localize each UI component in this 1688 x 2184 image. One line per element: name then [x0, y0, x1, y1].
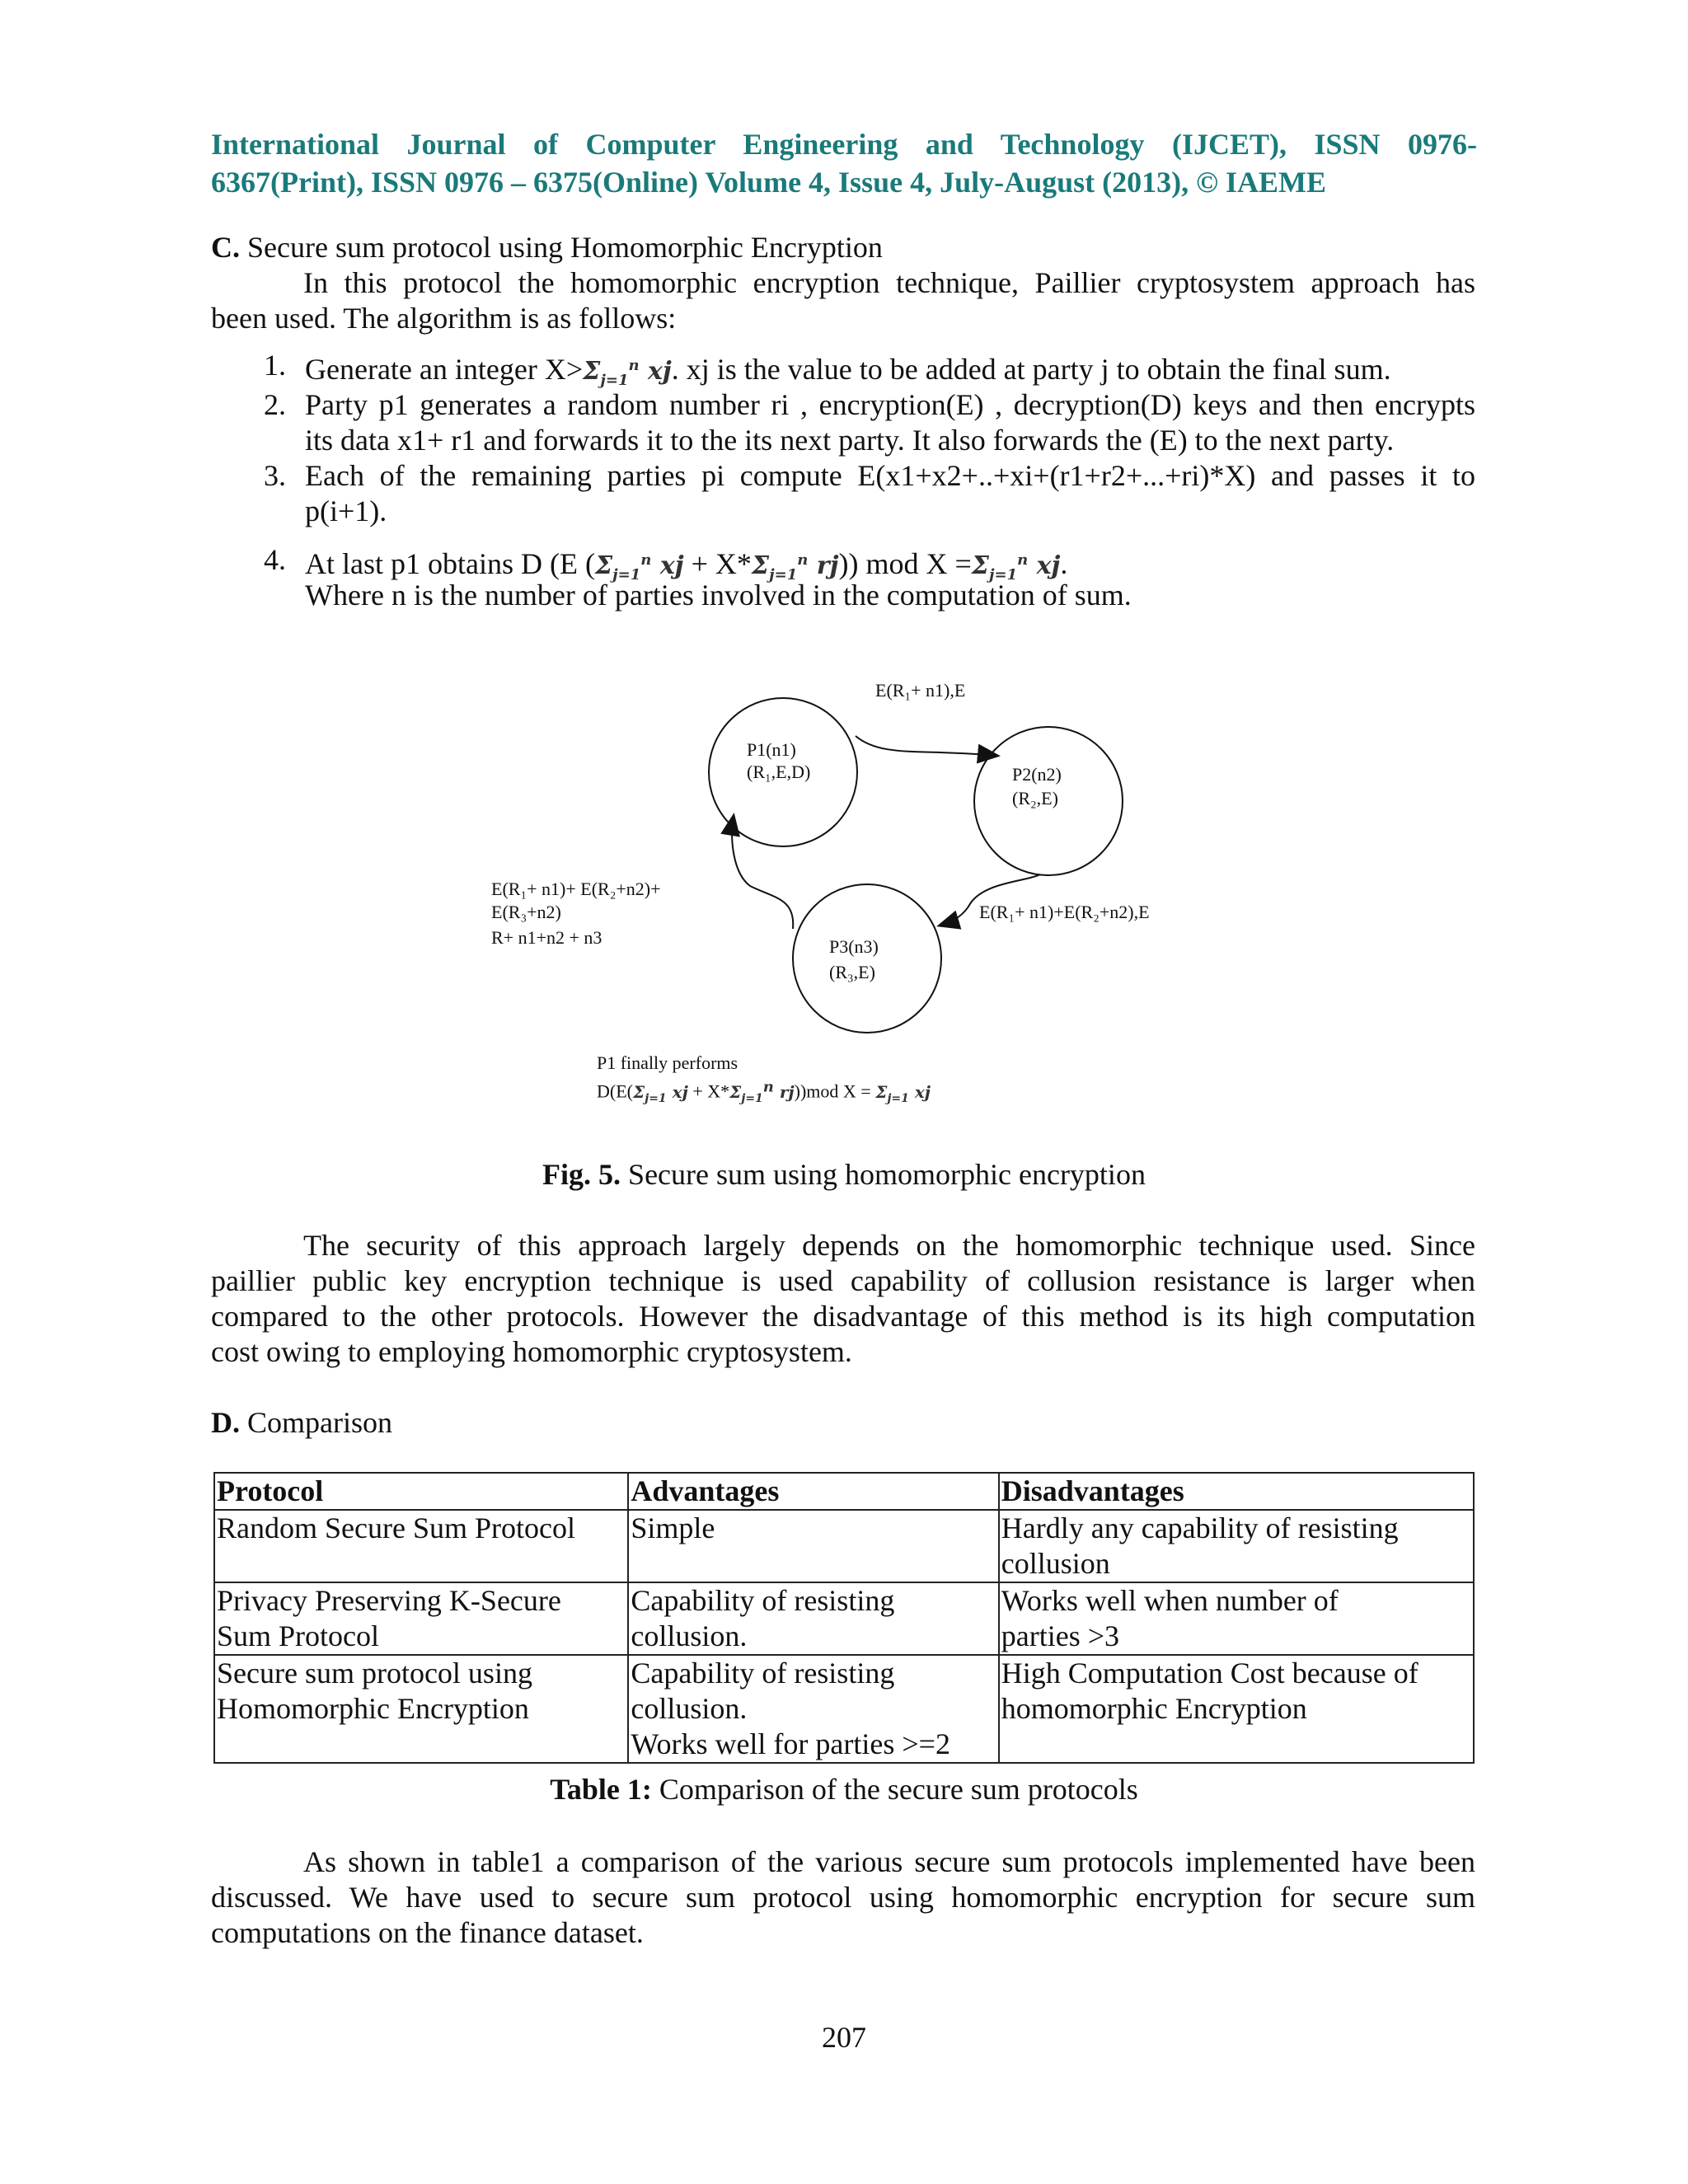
final-para-line2: discussed. We have used to secure sum protocol using homomorphic encryption for secure sum [211, 1881, 1475, 1914]
sum-formula-rj: $\Sigma_{j=1}^n$ rj [751, 551, 839, 583]
security-para-line3: compared to the other protocols. However the disadvantage of this method is its high computation [211, 1300, 1475, 1333]
step-3-number: 3. [264, 459, 286, 492]
node-p3-label-line2: (R₃,E) [829, 962, 875, 982]
arrow-p1-to-p2 [856, 736, 997, 756]
node-p1-label-line2: (R₁,E,D) [747, 762, 811, 782]
table-caption [0, 1772, 1688, 1807]
security-para-line2: paillier public key encryption technique is used capability of collusion resistance is larger when [211, 1264, 1475, 1297]
table-row [214, 1510, 1474, 1582]
table-cell-advantages: Capability of resisting collusion. Works well for parties >=2 [628, 1655, 998, 1763]
figure-caption [0, 1157, 1688, 1193]
sum-formula-rj: $\Sigma_{j=1}^n$ rj [729, 1078, 795, 1105]
step-2-line2: its data x1+ r1 and forwards it to the its next party. It also forwards the (E) to the next party. [305, 424, 1395, 457]
section-d-title: Comparison [247, 1406, 392, 1439]
table-cell-advantages: Capability of resisting collusion. [628, 1582, 998, 1655]
step-1-number: 1. [264, 349, 286, 382]
node-p2-label-line1: P2(n2) [1012, 764, 1062, 785]
step-4-number: 4. [264, 543, 286, 576]
table-cell-advantages: Simple [628, 1510, 998, 1582]
table-caption-label: Table 1: [550, 1773, 652, 1806]
page-number: 207 [822, 2021, 866, 2054]
journal-header-line1: International Journal of Computer Engineering and Technology (IJCET), ISSN 0976- [211, 128, 1477, 161]
table-cell-disadvantages: Hardly any capability of resisting collusion [999, 1510, 1474, 1582]
figure-caption-label: Fig. 5. [542, 1158, 621, 1191]
step-1-post: . xj is the value to be added at party j to obtain the final sum. [671, 353, 1391, 386]
step-4-where: Where n is the number of parties involved in the computation of sum. [305, 579, 1132, 612]
node-p3-label-line1: P3(n3) [829, 936, 879, 957]
figure-caption-text: Secure sum using homomorphic encryption [628, 1158, 1146, 1191]
table-caption-text: Comparison of the secure sum protocols [659, 1773, 1138, 1806]
journal-header-line2: 6367(Print), ISSN 0976 – 6375(Online) Volume 4, Issue 4, July-August (2013), © IAEME [211, 166, 1327, 199]
table-header-protocol: Protocol [214, 1473, 628, 1510]
step-2-line1: Party p1 generates a random number ri , encryption(E) , decryption(D) keys and then encrypts [305, 388, 1475, 421]
section-d-heading [211, 1405, 392, 1441]
step-3-line1: Each of the remaining parties pi compute E(x1+x2+..+xi+(r1+r2+...+ri)*X) and passes it to [305, 459, 1475, 492]
sum-formula-xj: $\Sigma_{j=1}$ xj [875, 1081, 931, 1105]
step-1-pre: Generate an integer X> [305, 353, 584, 386]
node-p2-label-line2: (R₂,E) [1012, 788, 1058, 808]
edge-label-p3-p1-line1: E(R₁+ n1)+ E(R₂+n2)+ [491, 879, 661, 899]
table-header-advantages: Advantages [628, 1473, 998, 1510]
table-header-disadvantages: Disadvantages [999, 1473, 1474, 1510]
section-c-label: C. [211, 231, 240, 264]
sum-formula-xj: $\Sigma_{j=1}^n$ xj [594, 551, 684, 583]
final-step-label-line1: P1 finally performs [597, 1052, 738, 1073]
table-cell-protocol: Random Secure Sum Protocol [214, 1510, 628, 1582]
final-para-line3: computations on the finance dataset. [211, 1916, 644, 1949]
table-cell-protocol: Privacy Preserving K-Secure Sum Protocol [214, 1582, 628, 1655]
section-c-title: Secure sum protocol using Homomorphic Encryption [247, 231, 883, 264]
section-c-intro-line1: In this protocol the homomorphic encryption technique, Paillier cryptosystem approach has [303, 266, 1475, 299]
sum-formula-xj: $\Sigma_{j=1}^n$ xj [971, 551, 1061, 583]
final-para-line1: As shown in table1 a comparison of the various secure sum protocols implemented have been [303, 1845, 1475, 1878]
section-d-label: D. [211, 1406, 240, 1439]
security-para-line4: cost owing to employing homomorphic cryptosystem. [211, 1335, 852, 1368]
table-cell-disadvantages: High Computation Cost because of homomorphic Encryption [999, 1655, 1474, 1763]
comparison-table [213, 1472, 1475, 1764]
security-para-line1: The security of this approach largely depends on the homomorphic technique used. Since [303, 1229, 1475, 1262]
section-c-intro-line2: been used. The algorithm is as follows: [211, 302, 677, 335]
table-row [214, 1655, 1474, 1763]
node-p1-label-line1: P1(n1) [747, 739, 796, 760]
step-4: At last p1 obtains D (E ($\Sigma_{j=1}^n$ xj + $X*\Sigma_{j=1}^n$ rj)) mod $X =\Sigma_{j=1}^n$ xj. [305, 547, 1068, 583]
sum-formula-xj: $\Sigma_{j=1}^n$ xj [583, 357, 672, 389]
table-row [214, 1582, 1474, 1655]
edge-label-p3-p1-line3: R+ n1+n2 + n3 [491, 927, 603, 948]
edge-label-p3-p1-line2: E(R₃+n2) [491, 902, 561, 922]
table-cell-protocol: Secure sum protocol using Homomorphic Encryption [214, 1655, 628, 1763]
table-header-row [214, 1473, 1474, 1510]
node-p3 [793, 884, 941, 1033]
step-3-line2: p(i+1). [305, 494, 387, 527]
step-2-number: 2. [264, 388, 286, 421]
final-step-formula: $D(E(\Sigma_{j=1}$ xj + $X*\Sigma_{j=1}^n$ rj))mod $X = \Sigma_{j=1}$ xj [597, 1078, 931, 1105]
table-cell-disadvantages: Works well when number of parties >3 [999, 1582, 1474, 1655]
edge-label-p1-p2: E(R₁+ n1),E [875, 680, 966, 701]
sum-formula-xj: $\Sigma_{j=1}$ xj [632, 1081, 688, 1105]
edge-label-p2-p3: E(R₁+ n1)+E(R₂+n2),E [979, 902, 1150, 922]
